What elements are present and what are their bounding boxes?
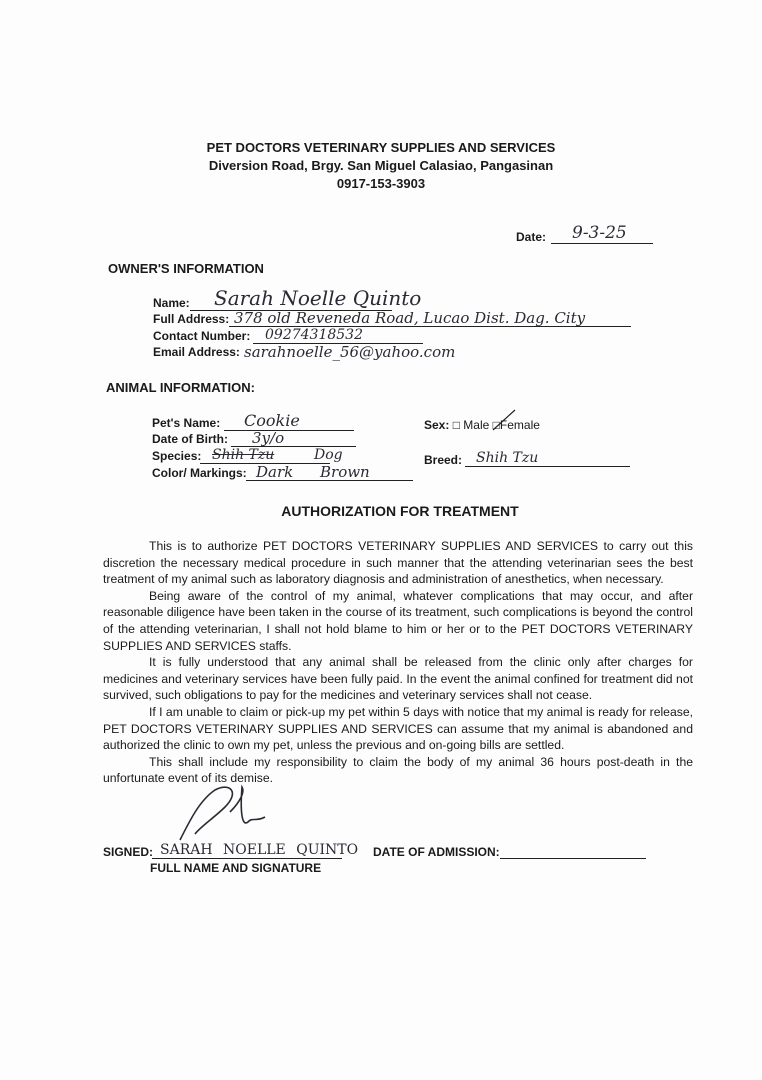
authorization-title: AUTHORIZATION FOR TREATMENT <box>281 503 519 519</box>
breed-line <box>465 466 630 467</box>
name-value: Sarah Noelle Quinto <box>214 286 422 310</box>
male-label: Male <box>463 418 490 432</box>
date-value: 9-3-25 <box>572 223 627 243</box>
sex-label: Sex: <box>424 418 450 432</box>
owner-section-title: OWNER'S INFORMATION <box>108 261 264 276</box>
dob-value: 3y/o <box>252 429 285 447</box>
female-checkbox[interactable]: □ <box>493 418 500 432</box>
paragraph: Being aware of the control of my animal, whatever complications that may occur, and after reasonable diligence have been taken in the course of its treatment, such complications is beyond the control of the attending veterinarian, I shall not hold blame to him or her or to the PET DOCTORS VETERINARY SUPPLIES AND SERVICES staffs. <box>103 588 693 653</box>
authorization-body <box>103 538 693 787</box>
paragraph: It is fully understood that any animal shall be released from the clinic only after charges for medicines and veterinary services have been fully paid. In the event the animal confined for treatment did not survived, such obligations to pay for the medicines and veterinary services shall not cease. <box>103 655 693 703</box>
paragraph: This is to authorize PET DOCTORS VETERINARY SUPPLIES AND SERVICES to carry out this discretion the necessary medical procedure in such manner that the attending veterinarian sees the best treatment of my animal such as laboratory diagnosis and administration of anesthetics, when necessary. <box>103 539 693 587</box>
email-label: Email Address: <box>153 345 240 359</box>
breed-value: Shih Tzu <box>476 450 539 466</box>
species-label: Species: <box>152 449 202 463</box>
signed-line <box>152 858 342 859</box>
contact-value: 09274318532 <box>265 327 363 343</box>
color-value: Dark Brown <box>256 463 370 481</box>
species-value: Dog <box>314 447 343 463</box>
check-mark-icon <box>491 408 517 434</box>
address-value: 378 old Reveneda Road, Lucao Dist. Dag. City <box>234 309 586 327</box>
dob-label: Date of Birth: <box>152 432 228 446</box>
name-label: Name: <box>153 296 190 310</box>
paragraph: If I am unable to claim or pick-up my pet within 5 days with notice that my animal is ready for release, PET DOCTORS VETERINARY SUPPLIES AND SERVICES can assume that my animal is abandoned and authorized the clinic to own my pet, unless the previous and on-going bills are settled. <box>103 704 693 753</box>
female-label: Female <box>499 418 540 432</box>
signed-label: SIGNED: <box>103 845 154 859</box>
animal-section-title: ANIMAL INFORMATION: <box>106 380 255 395</box>
pet-name-line <box>224 430 354 431</box>
species-struck-value: Shih Tzu <box>212 447 275 463</box>
company-phone: 0917-153-3903 <box>336 176 426 191</box>
address-label: Full Address: <box>153 312 230 326</box>
date-line <box>551 243 653 244</box>
pet-name-label: Pet's Name: <box>152 416 221 430</box>
color-label: Color/ Markings: <box>152 466 247 480</box>
date-label: Date: <box>516 230 547 244</box>
signature-caption: FULL NAME AND SIGNATURE <box>150 861 322 875</box>
pet-name-value: Cookie <box>244 411 300 430</box>
contact-label: Contact Number: <box>153 329 251 343</box>
paragraph: This shall include my responsibility to claim the body of my animal 36 hours post-death in the unfortunate event of its demise. <box>103 754 693 786</box>
admission-label: DATE OF ADMISSION: <box>373 845 500 859</box>
breed-label: Breed: <box>424 453 463 467</box>
admission-line <box>500 858 646 859</box>
signed-value: SARAH NOELLE QUINTO <box>160 842 359 858</box>
email-value: sarahnoelle_56@yahoo.com <box>244 343 456 361</box>
signature-scribble <box>170 782 280 844</box>
company-name: PET DOCTORS VETERINARY SUPPLIES AND SERVICES <box>206 140 556 155</box>
sex-field <box>424 418 540 432</box>
company-address: Diversion Road, Brgy. San Miguel Calasiao, Pangasinan <box>208 158 554 173</box>
male-checkbox[interactable]: □ <box>452 418 460 432</box>
